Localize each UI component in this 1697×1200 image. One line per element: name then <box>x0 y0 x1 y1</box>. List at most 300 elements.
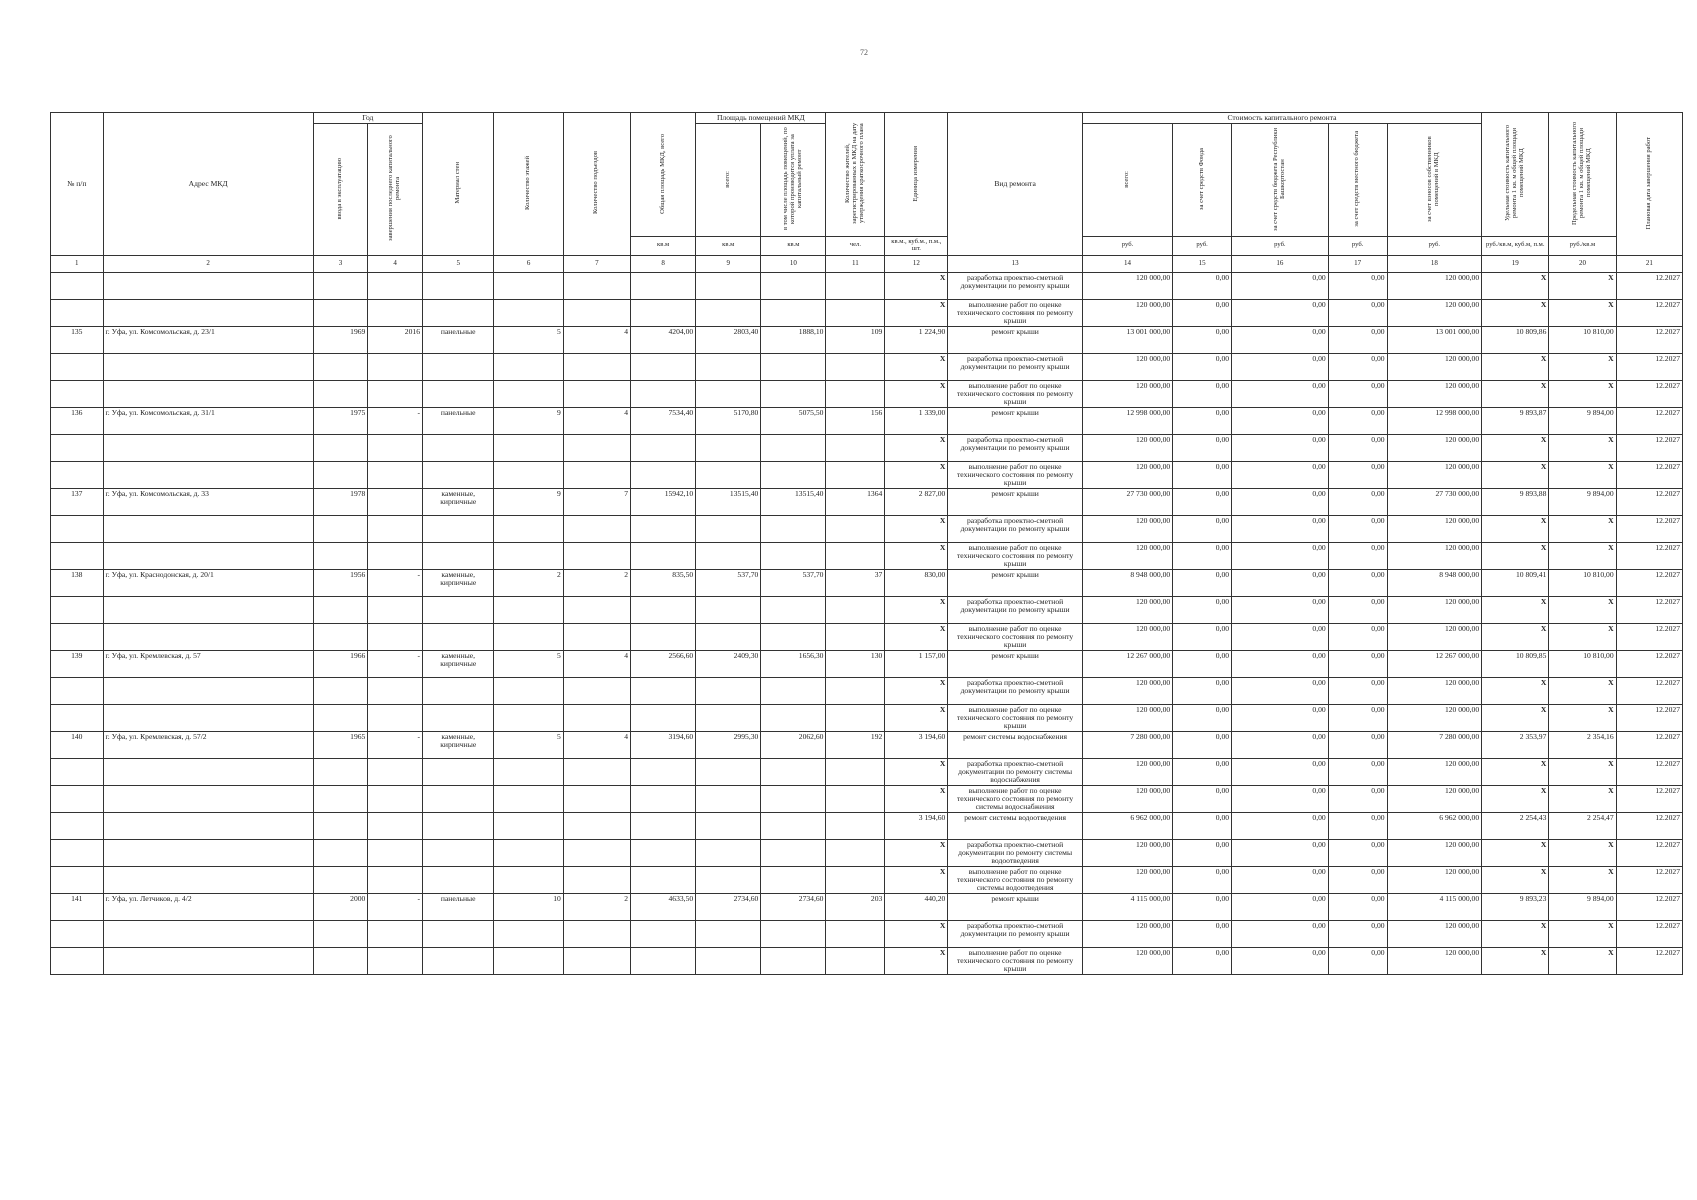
cell-year: 1975 <box>313 407 368 434</box>
cell-spec-cost: X <box>1482 380 1549 407</box>
cell-last-repair <box>368 758 423 785</box>
cell-quantity: X <box>885 866 948 893</box>
cell-date: 12.2027 <box>1616 542 1682 569</box>
cell-year <box>313 299 368 326</box>
cell-quantity: X <box>885 920 948 947</box>
cell-republic: 0,00 <box>1232 623 1329 650</box>
cell-wall <box>422 920 493 947</box>
cell-cost-total: 120 000,00 <box>1082 380 1172 407</box>
header-local-text: за счет средств местного бюджета <box>1353 131 1361 227</box>
cell-residents: 37 <box>826 569 885 596</box>
cell-cost-total: 120 000,00 <box>1082 272 1172 299</box>
cell-wall <box>422 677 493 704</box>
cell-area <box>631 866 696 893</box>
column-number: 19 <box>1482 255 1549 272</box>
cell-address <box>103 839 313 866</box>
cell-owners: 120 000,00 <box>1387 596 1482 623</box>
cell-address <box>103 704 313 731</box>
cell-spec-cost: X <box>1482 758 1549 785</box>
cell-prem-total <box>696 434 761 461</box>
cell-area <box>631 596 696 623</box>
cell-last-repair <box>368 920 423 947</box>
cell-republic: 0,00 <box>1232 272 1329 299</box>
table-row <box>51 299 1683 326</box>
cell-year: 1978 <box>313 488 368 515</box>
header-floors <box>494 113 563 256</box>
cell-local: 0,00 <box>1328 434 1387 461</box>
cell-prem-total <box>696 515 761 542</box>
table-row <box>51 704 1683 731</box>
cell-cost-total: 120 000,00 <box>1082 353 1172 380</box>
header-floors-text: Количество этажей <box>524 155 532 210</box>
cell-prem-total <box>696 812 761 839</box>
cell-cost-total: 120 000,00 <box>1082 920 1172 947</box>
cell-cost-total: 12 998 000,00 <box>1082 407 1172 434</box>
cell-max-cost: X <box>1549 866 1616 893</box>
cell-prem-private: 13515,40 <box>761 488 826 515</box>
cell-area <box>631 758 696 785</box>
cell-local: 0,00 <box>1328 650 1387 677</box>
cell-max-cost: X <box>1549 785 1616 812</box>
cell-max-cost: 10 810,00 <box>1549 569 1616 596</box>
cell-last-repair <box>368 353 423 380</box>
column-number: 20 <box>1549 255 1616 272</box>
cell-owners: 120 000,00 <box>1387 920 1482 947</box>
column-number: 16 <box>1232 255 1329 272</box>
cell-owners: 120 000,00 <box>1387 677 1482 704</box>
cell-floors <box>494 515 563 542</box>
cell-owners: 120 000,00 <box>1387 947 1482 974</box>
cell-republic: 0,00 <box>1232 299 1329 326</box>
table-row <box>51 515 1683 542</box>
cell-no: 136 <box>51 407 104 434</box>
cell-date: 12.2027 <box>1616 677 1682 704</box>
cell-local: 0,00 <box>1328 785 1387 812</box>
cell-last-repair: 2016 <box>368 326 423 353</box>
cell-prem-total: 13515,40 <box>696 488 761 515</box>
cell-last-repair <box>368 947 423 974</box>
cell-work: выполнение работ по оценке технического состояния по ремонту системы водоснабжения <box>948 785 1083 812</box>
cell-spec-cost: X <box>1482 704 1549 731</box>
cell-republic: 0,00 <box>1232 380 1329 407</box>
cell-entrances <box>563 839 630 866</box>
column-number: 15 <box>1173 255 1232 272</box>
cell-fund: 0,00 <box>1173 380 1232 407</box>
cell-prem-total <box>696 461 761 488</box>
column-number: 12 <box>885 255 948 272</box>
header-last-repair-text: завершения последнего капитального ремонта <box>387 135 402 242</box>
cell-address <box>103 299 313 326</box>
cell-residents <box>826 461 885 488</box>
page-number: 72 <box>860 48 868 57</box>
cell-last-repair <box>368 785 423 812</box>
cell-spec-cost: 2 254,43 <box>1482 812 1549 839</box>
cell-area <box>631 515 696 542</box>
cell-local: 0,00 <box>1328 461 1387 488</box>
cell-floors <box>494 704 563 731</box>
table-row <box>51 407 1683 434</box>
cell-entrances <box>563 515 630 542</box>
cell-work: ремонт крыши <box>948 407 1083 434</box>
cell-entrances: 2 <box>563 893 630 920</box>
cell-area <box>631 947 696 974</box>
cell-prem-total <box>696 839 761 866</box>
cell-spec-cost: X <box>1482 947 1549 974</box>
cell-max-cost: 9 894,00 <box>1549 893 1616 920</box>
cell-prem-total <box>696 380 761 407</box>
cell-work: разработка проектно-сметной документации по ремонту крыши <box>948 434 1083 461</box>
unit-cell: руб./кв.м, куб.м, п.м. <box>1482 236 1549 255</box>
cell-spec-cost: X <box>1482 623 1549 650</box>
cell-year: 2000 <box>313 893 368 920</box>
cell-spec-cost: X <box>1482 299 1549 326</box>
cell-address <box>103 758 313 785</box>
column-number: 21 <box>1616 255 1682 272</box>
cell-wall: каменные, кирпичные <box>422 488 493 515</box>
cell-floors <box>494 785 563 812</box>
cell-last-repair <box>368 272 423 299</box>
table-body <box>51 272 1683 974</box>
cell-local: 0,00 <box>1328 812 1387 839</box>
cell-entrances <box>563 434 630 461</box>
header-cost-group: Стоимость капитального ремонта <box>1082 113 1481 124</box>
cell-residents: 1364 <box>826 488 885 515</box>
header-cost-total <box>1082 123 1172 236</box>
cell-republic: 0,00 <box>1232 488 1329 515</box>
cell-last-repair <box>368 839 423 866</box>
cell-floors: 9 <box>494 407 563 434</box>
cell-date: 12.2027 <box>1616 488 1682 515</box>
cell-area <box>631 785 696 812</box>
cell-quantity: X <box>885 839 948 866</box>
header-year-group: Год <box>313 113 422 124</box>
cell-last-repair <box>368 461 423 488</box>
cell-quantity: X <box>885 272 948 299</box>
cell-prem-private <box>761 353 826 380</box>
cell-owners: 120 000,00 <box>1387 353 1482 380</box>
cell-year <box>313 515 368 542</box>
cell-floors <box>494 380 563 407</box>
cell-floors <box>494 596 563 623</box>
cell-year <box>313 596 368 623</box>
cell-wall <box>422 785 493 812</box>
cell-work: разработка проектно-сметной документации по ремонту крыши <box>948 677 1083 704</box>
unit-cell: кв.м <box>631 236 696 255</box>
cell-fund: 0,00 <box>1173 515 1232 542</box>
cell-last-repair <box>368 623 423 650</box>
column-number: 18 <box>1387 255 1482 272</box>
cell-fund: 0,00 <box>1173 299 1232 326</box>
cell-fund: 0,00 <box>1173 434 1232 461</box>
cell-year: 1966 <box>313 650 368 677</box>
cell-work: разработка проектно-сметной документации по ремонту системы водоснабжения <box>948 758 1083 785</box>
cell-republic: 0,00 <box>1232 650 1329 677</box>
cell-cost-total: 120 000,00 <box>1082 947 1172 974</box>
cell-entrances <box>563 677 630 704</box>
cell-fund: 0,00 <box>1173 326 1232 353</box>
cell-fund: 0,00 <box>1173 542 1232 569</box>
cell-max-cost: X <box>1549 542 1616 569</box>
cell-fund: 0,00 <box>1173 704 1232 731</box>
header-unit <box>885 113 948 237</box>
cell-republic: 0,00 <box>1232 542 1329 569</box>
cell-max-cost: X <box>1549 596 1616 623</box>
header-entrances-text: Количество подъездов <box>592 151 600 215</box>
cell-date: 12.2027 <box>1616 704 1682 731</box>
cell-last-repair <box>368 299 423 326</box>
cell-address <box>103 461 313 488</box>
cell-entrances: 7 <box>563 488 630 515</box>
cell-local: 0,00 <box>1328 893 1387 920</box>
cell-max-cost: X <box>1549 353 1616 380</box>
cell-republic: 0,00 <box>1232 434 1329 461</box>
cell-wall <box>422 947 493 974</box>
cell-address <box>103 272 313 299</box>
cell-work: ремонт крыши <box>948 326 1083 353</box>
cell-max-cost: X <box>1549 515 1616 542</box>
cell-prem-private: 1888,10 <box>761 326 826 353</box>
cell-max-cost: X <box>1549 704 1616 731</box>
cell-local: 0,00 <box>1328 677 1387 704</box>
cell-wall <box>422 272 493 299</box>
cell-floors <box>494 623 563 650</box>
cell-entrances <box>563 380 630 407</box>
cell-year <box>313 461 368 488</box>
cell-floors: 9 <box>494 488 563 515</box>
cell-work: разработка проектно-сметной документации по ремонту крыши <box>948 353 1083 380</box>
cell-prem-total: 5170,80 <box>696 407 761 434</box>
cell-local: 0,00 <box>1328 866 1387 893</box>
cell-cost-total: 120 000,00 <box>1082 542 1172 569</box>
cell-last-repair: - <box>368 569 423 596</box>
cell-owners: 6 962 000,00 <box>1387 812 1482 839</box>
cell-no <box>51 299 104 326</box>
cell-prem-total: 2995,30 <box>696 731 761 758</box>
header-prem-total <box>696 123 761 236</box>
cell-owners: 120 000,00 <box>1387 299 1482 326</box>
cell-max-cost: 2 354,16 <box>1549 731 1616 758</box>
cell-cost-total: 120 000,00 <box>1082 299 1172 326</box>
cell-owners: 12 267 000,00 <box>1387 650 1482 677</box>
cell-date: 12.2027 <box>1616 731 1682 758</box>
cell-cost-total: 120 000,00 <box>1082 758 1172 785</box>
cell-date: 12.2027 <box>1616 650 1682 677</box>
cell-owners: 120 000,00 <box>1387 866 1482 893</box>
cell-wall <box>422 515 493 542</box>
cell-local: 0,00 <box>1328 920 1387 947</box>
cell-area <box>631 272 696 299</box>
cell-quantity: X <box>885 758 948 785</box>
cell-fund: 0,00 <box>1173 920 1232 947</box>
cell-date: 12.2027 <box>1616 353 1682 380</box>
cell-area: 4204,00 <box>631 326 696 353</box>
cell-owners: 120 000,00 <box>1387 272 1482 299</box>
cell-floors <box>494 866 563 893</box>
cell-address <box>103 380 313 407</box>
cell-local: 0,00 <box>1328 326 1387 353</box>
cell-residents <box>826 623 885 650</box>
cell-wall: каменные, кирпичные <box>422 731 493 758</box>
cell-work: выполнение работ по оценке технического состояния по ремонту крыши <box>948 461 1083 488</box>
cell-residents: 203 <box>826 893 885 920</box>
header-deadline <box>1616 113 1682 256</box>
cell-year <box>313 947 368 974</box>
cell-prem-total <box>696 299 761 326</box>
cell-spec-cost: 9 893,88 <box>1482 488 1549 515</box>
unit-cell: руб. <box>1173 236 1232 255</box>
cell-wall <box>422 353 493 380</box>
cell-area: 3194,60 <box>631 731 696 758</box>
header-unit-text: Единица измерения <box>911 145 919 202</box>
cell-work: разработка проектно-сметной документации по ремонту крыши <box>948 515 1083 542</box>
header-owners-text: за счет взносов собственников помещений в МКД <box>1426 136 1441 222</box>
cell-prem-private: 537,70 <box>761 569 826 596</box>
header-max-cost <box>1549 113 1616 237</box>
cell-floors <box>494 839 563 866</box>
cell-last-repair <box>368 812 423 839</box>
cell-last-repair <box>368 515 423 542</box>
cell-prem-total <box>696 353 761 380</box>
cell-cost-total: 120 000,00 <box>1082 677 1172 704</box>
cell-floors <box>494 353 563 380</box>
cell-no <box>51 353 104 380</box>
cell-no: 140 <box>51 731 104 758</box>
cell-work: ремонт системы водоотведения <box>948 812 1083 839</box>
cell-quantity: X <box>885 434 948 461</box>
cell-work: выполнение работ по оценке технического состояния по ремонту крыши <box>948 623 1083 650</box>
cell-owners: 12 998 000,00 <box>1387 407 1482 434</box>
cell-wall <box>422 866 493 893</box>
cell-local: 0,00 <box>1328 299 1387 326</box>
cell-entrances <box>563 785 630 812</box>
cell-residents <box>826 812 885 839</box>
cell-max-cost: X <box>1549 839 1616 866</box>
cell-owners: 7 280 000,00 <box>1387 731 1482 758</box>
cell-work: ремонт крыши <box>948 569 1083 596</box>
cell-local: 0,00 <box>1328 380 1387 407</box>
cell-owners: 13 001 000,00 <box>1387 326 1482 353</box>
cell-prem-total: 2409,30 <box>696 650 761 677</box>
cell-year <box>313 623 368 650</box>
cell-floors <box>494 758 563 785</box>
cell-no: 139 <box>51 650 104 677</box>
column-number: 6 <box>494 255 563 272</box>
cell-prem-private: 2734,60 <box>761 893 826 920</box>
cell-area <box>631 461 696 488</box>
cell-area: 835,50 <box>631 569 696 596</box>
cell-date: 12.2027 <box>1616 407 1682 434</box>
header-residents-text: Количество жителей, зарегистрированных в МКД на дату утверждения краткосрочного плана <box>843 122 865 225</box>
cell-wall <box>422 434 493 461</box>
table-row <box>51 893 1683 920</box>
header-local <box>1328 123 1387 236</box>
cell-area <box>631 380 696 407</box>
cell-local: 0,00 <box>1328 542 1387 569</box>
cell-area: 15942,10 <box>631 488 696 515</box>
cell-date: 12.2027 <box>1616 461 1682 488</box>
cell-quantity: X <box>885 299 948 326</box>
cell-date: 12.2027 <box>1616 272 1682 299</box>
table-row <box>51 866 1683 893</box>
cell-fund: 0,00 <box>1173 569 1232 596</box>
cell-entrances: 2 <box>563 569 630 596</box>
cell-wall: панельные <box>422 893 493 920</box>
cell-local: 0,00 <box>1328 623 1387 650</box>
cell-address <box>103 947 313 974</box>
cell-cost-total: 120 000,00 <box>1082 704 1172 731</box>
cell-no: 135 <box>51 326 104 353</box>
cell-entrances: 4 <box>563 407 630 434</box>
cell-owners: 120 000,00 <box>1387 515 1482 542</box>
cell-prem-private <box>761 677 826 704</box>
cell-area <box>631 299 696 326</box>
header-prem-total-text: всего: <box>723 170 731 188</box>
cell-area <box>631 677 696 704</box>
cell-prem-total <box>696 623 761 650</box>
cell-residents: 192 <box>826 731 885 758</box>
table-row <box>51 731 1683 758</box>
cell-prem-private: 1656,30 <box>761 650 826 677</box>
cell-last-repair <box>368 380 423 407</box>
cell-date: 12.2027 <box>1616 785 1682 812</box>
header-prem-private <box>761 123 826 236</box>
cell-floors: 5 <box>494 326 563 353</box>
cell-entrances <box>563 542 630 569</box>
cell-quantity: X <box>885 623 948 650</box>
cell-republic: 0,00 <box>1232 731 1329 758</box>
cell-fund: 0,00 <box>1173 407 1232 434</box>
cell-date: 12.2027 <box>1616 812 1682 839</box>
cell-max-cost: X <box>1549 758 1616 785</box>
cell-year <box>313 758 368 785</box>
cell-owners: 120 000,00 <box>1387 461 1482 488</box>
column-number: 5 <box>422 255 493 272</box>
cell-work: выполнение работ по оценке технического состояния по ремонту крыши <box>948 947 1083 974</box>
cell-prem-total <box>696 758 761 785</box>
cell-date: 12.2027 <box>1616 569 1682 596</box>
header-work: Вид ремонта <box>948 113 1083 256</box>
cell-entrances <box>563 272 630 299</box>
cell-cost-total: 120 000,00 <box>1082 839 1172 866</box>
cell-wall: каменные, кирпичные <box>422 650 493 677</box>
table-row <box>51 434 1683 461</box>
table-row <box>51 461 1683 488</box>
header-residents <box>826 113 885 237</box>
cell-residents: 156 <box>826 407 885 434</box>
cell-republic: 0,00 <box>1232 407 1329 434</box>
header-spec-cost <box>1482 113 1549 237</box>
cell-republic: 0,00 <box>1232 866 1329 893</box>
cell-date: 12.2027 <box>1616 515 1682 542</box>
cell-spec-cost: 9 893,87 <box>1482 407 1549 434</box>
cell-fund: 0,00 <box>1173 758 1232 785</box>
cell-max-cost: 2 254,47 <box>1549 812 1616 839</box>
cell-address <box>103 515 313 542</box>
cell-last-repair <box>368 434 423 461</box>
cell-spec-cost: X <box>1482 839 1549 866</box>
cell-max-cost: X <box>1549 434 1616 461</box>
cell-floors: 5 <box>494 650 563 677</box>
cell-address: г. Уфа, ул. Летчиков, д. 4/2 <box>103 893 313 920</box>
cell-local: 0,00 <box>1328 839 1387 866</box>
cell-prem-total <box>696 542 761 569</box>
cell-date: 12.2027 <box>1616 920 1682 947</box>
cell-quantity: 1 157,00 <box>885 650 948 677</box>
cell-local: 0,00 <box>1328 569 1387 596</box>
header-prem-private-text: в том числе площадь помещений, по которой производится уплата за капитальный ремонт <box>782 127 803 231</box>
column-number: 2 <box>103 255 313 272</box>
cell-quantity: X <box>885 380 948 407</box>
